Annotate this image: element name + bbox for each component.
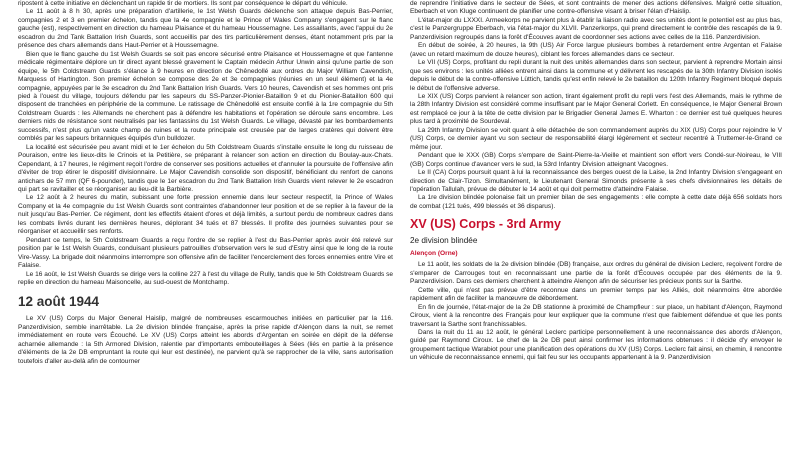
paragraph: La localité est sécurisée peu avant midi et le 1er échelon du 5th Coldstream Guards s'installe ensuite le long du ruisseau de Pouraison, entre les lieux-dits le Crinois et la Petitière, se préparant à relancer son action en direction du Boulay-aux-Chats. Cependant, à 17 heures, le régiment reçoit l'ordre de conserver ses positions actuelles et d'annuler la poursuite de l'offensive afin d'éviter de trop étirer le dispositif divisionnaire. Le Major Cavendish consolide son dispositif, bénéficiant du renfort de canons antichars de 57 mm (QF 6-pounder), tandis que le 1er escadron du 2nd Tank Battalion Irish Guards vient relever le 2e escadron qui part se ravitailler et se réorganiser au lieu-dit la Barbière. [18,143,393,193]
paragraph: La 29th Infantry Division se voit quant à elle détachée de son commandement auprès du XIX (US) Corps pour rejoindre le V (US) Corps, ce dernier ayant vu son secteur de responsabilité élargi légèrement et secteur recentré à Truttemer-le-Grand ce même jour. [410,126,782,151]
place-heading: Alençon (Orne) [410,250,458,258]
paragraph: ripostent à cette initiative en déclenchant un rapide tir de mortiers. Ils sont par conséquence le départ du véhicule. [18,0,348,7]
sub-heading: 2e division blindée [410,236,478,246]
paragraph: de reprendre l'initiative dans le secteur de Sées, et sont contraints de mener des actions défensives. Malgré cette situation, Eberbach et von Kluge continuent de planifier une contre-offensive visant à briser l'élan d'Haislip. [410,0,782,16]
paragraph: Le II (CA) Corps poursuit quant à lui la reconnaissance des berges ouest de la Laise, la 2nd Infantry Division s'engageant en direction de Clair-Tizon. Simultanément, le Lieutenant General Simonds présente à ses chefs divisionnaires les détails de l'opération Tallulah, prévue de débuter le 14 août et qui doit permettre d'atteindre Falaise. [410,169,782,193]
left-paragraphs-top [18,0,393,287]
paragraph: Dans la nuit du 11 au 12 août, le général Leclerc participe personnellement à une reconnaissance des abords d'Alençon, guidé par Raymond Ciroux. Le chef de la 2e DB peut ainsi confirmer les informations obtenues : il décide d'y envoyer le groupement tactique Warabiot pour une planification des opérations du XV (US) Corps. Leclerc fait ainsi, en chemin, il rencontre un véhicule de reconnaissance ennemi, qui fait feu sur les occupants appartenant à la 9. Panzerdivision [410,328,782,362]
paragraph: Le 11 août, les soldats de la 2e division blindée (DB) française, aux ordres du général de division Leclerc, reçoivent l'ordre de s'emparer de Carrouges tout en reconnaissant une partie de la forêt d'Écouves occupée par des éléments de la 9. Panzerdivision. Dans ces derniers cherchent à atteindre Alençon afin de sécuriser les précieux ponts sur la Sarthe. [410,261,782,286]
right-paragraphs-top [410,0,782,211]
section-heading: XV (US) Corps - 3rd Army [410,217,561,232]
paragraph: Pendant ce temps, le 5th Coldstream Guards a reçu l'ordre de se replier à l'est du Bas-Perrier après avoir été relevé sur position par le 1st Welsh Guards, conduisant plusieurs patrouilles d'observation vers le sud d'Estry ainsi que le long de la route Vire-Vassy. La brigade doit néanmoins interrompre son offensive afin de faciliter l'encerclement des forces ennemies entre Vire et Falaise. [18,236,393,270]
paragraph: Bien que le flanc gauche du 1st Welsh Guards se soit pas encore sécurisé entre Plaisance et Houssemagne et que l'antenne médicale régimentaire déplore un tir direct ayant blessé gravement le Captain médecin Arthur Unwin ainsi qu'une partie de son équipe, le 5th Coldstream Guards s'élance à 9 heures en direction de Chênedollé aux ordres du Major William Cavendish, Marquess of Hartington. Son premier échelon se compose des 2e et 3e compagnies (réunies en un seul élément) et la 4e compagnie, appuyées par le 3e escadron du 2nd Tank Battalion Irish Guards. Vers 10 heures, Cavendish et ses hommes ont pris pied à l'ouest du village, toujours défendu par les sapeurs du SS-Panzer-Pionier-Bataillon 9 et du Pionier-Bataillon 600 qui disposent de tranchées en périphérie de la commune. Le ratissage de Chênedollé est ensuite confié à la 1re compagnie du 5th Coldstream Guards : les Allemands ne cherchent pas à défendre les habitations et l'opération se déroule sans encombre. Les derniers nids de résistance sont neutralisés par les fantassins du 1st Welsh Guards. Le village, dévasté par les bombardements successifs, n'est plus qu'un vaste champ de ruines et la route principale est creusée par de larges cratères qui doivent être comblés par les sapeurs britanniques équipés d'un bulldozer. [18,50,393,143]
paragraph: Le VII (US) Corps, profitant du repli durant la nuit des unités allemandes dans son secteur, parvient à reprendre Mortain ainsi que ses environs : les unités alliées entrent ainsi dans la commune et y délivrent les rescapés de la 30th Infantry Division isolés depuis le début de la contre-offensive Lüttich, tandis qu'est enfin relevé le 2e bataillon du 120th Infantry Regiment bloqué depuis le début de l'offensive adverse. [410,59,782,92]
paragraph: Le 11 août à 8 h 30, après une préparation d'artillerie, le 1st Welsh Guards déclenche son attaque depuis Bas-Perrier, compagnies 2 et 3 en premier échelon, tandis que la 4e compagnie et le Prince of Wales Company s'engagent sur le flanc gauche (est), respectivement en direction du hameau Plaisance et du hameau Houssemagne. Les assaillants, avec l'appui du 2e escadron du 2nd Tank Battalion Irish Guards, sont accueillis par des tirs particulièrement denses, étant notamment pris par la présence des chars allemands dans Haut-Perrier et à Houssemagne. [18,8,393,50]
right-paragraphs-bottom [410,261,782,362]
paragraph: En fin de journée, l'état-major de la 2e DB stationne à proximité de Champfleur : sur place, un habitant d'Alençon, Raymond Ciroux, vient à la rencontre des Français pour leur expliquer que la commune n'est que faiblement défendue et que les ponts traversant la Sarthe sont franchissables. [410,303,782,328]
paragraph: L'état-major du LXXXI. Armeekorps ne parvient plus à établir la liaison radio avec ses unités dont le potentiel est au plus bas, c'est le Panzergruppe Eberbach, via l'état-major du XLVII. Panzerkorps, qui prend directement le contrôle des rescapés de la 9. Panzerdivision regroupés dans la forêt d'Écouves avant de coordonner ses actions avec celles de la 116. Panzerdivision. [410,16,782,41]
paragraph: Cette ville, qui n'est pas prévue d'être reconnue dans un premier temps par les Alliés, doit néanmoins être abordée rapidement afin de faciliter la manœuvre de débordement. [410,286,782,303]
right-column [410,0,782,450]
left-paragraphs-bottom [18,315,393,366]
paragraph: En début de soirée, à 20 heures, la 9th (US) Air Force largue plusieurs bombes à retardement entre Argentan et Falaise (avec un retard maximum de douze heures), ciblant les forces allemandes dans ce secteur. [410,42,782,58]
left-column [18,0,393,450]
paragraph: Le XV (US) Corps du Major General Haislip, malgré de nombreuses escarmouches initiées en particulier par la 116. Panzerdivision, semble inarrêtable. La 2e division blindée française, après la prise rapide d'Alençon dans la nuit, se remet immédiatement en route vers Écouché. Le XV (US) Corps atteint les abords d'Argentan en soirée en dépit de la défense acharnée allemande : la 5th Armored Division, ralentie par d'importants embouteillages à Sées (liés en partie à la présence d'éléments de la 2e DB empruntant la route qui leur est destinée), ne parvient qu'à se rapprocher de la ville, sans autorisation toutefois d'aller au-delà afin de contourner [18,315,393,365]
paragraph: Le 12 août à 2 heures du matin, subissant une forte pression ennemie dans leur secteur respectif, la Prince of Wales Company et la 4e compagnie du 1st Welsh Guards sont contraintes d'abandonner leur position et de se replier à la faveur de la nuit jusqu'au Bas-Perrier. Ce régiment, dont les effectifs étaient d'ores et déjà limités, a surtout perdu de nombreux cadres dans les combats livrés durant les dernières heures, déplorant 34 tués et 87 blessés. Il profite des journées suivantes pour se réorganiser et accueillir ses renforts. [18,194,393,236]
paragraph: Pendant que le XXX (GB) Corps s'empare de Saint-Pierre-la-Vieille et maintient son effort vers Condé-sur-Noireau, le VIII (GB) Corps continue d'avancer vers le sud, la 53rd Infantry Division atteignant Vacognes. [410,152,782,168]
paragraph: Le 16 août, le 1st Welsh Guards se dirige vers la colline 227 à l'est du village de Rully, tandis que le 5th Coldstream Guards se replie en direction du hameau Maisoncelle, au sud-ouest de Montchamp. [18,270,393,286]
paragraph: La 1re division blindée polonaise fait un premier bilan de ses engagements : elle compte à cette date déjà 656 soldats hors de combat (121 tués, 499 blessés et 36 disparus). [410,194,782,210]
paragraph: Le XIX (US) Corps parvient à relancer son action, tirant également profit du repli vers l'est des Allemands, mais le rythme de la 28th Infantry Division est considéré comme insuffisant par le Major General Corlett. En conséquence, le Major General Brown est remplacé ce jour à la tête de cette division par le Brigadier General James E. Wharton : ce dernier est tué quelques heures plus tard à proximité de Sourdeval. [410,92,782,126]
date-heading: 12 août 1944 [18,294,100,310]
